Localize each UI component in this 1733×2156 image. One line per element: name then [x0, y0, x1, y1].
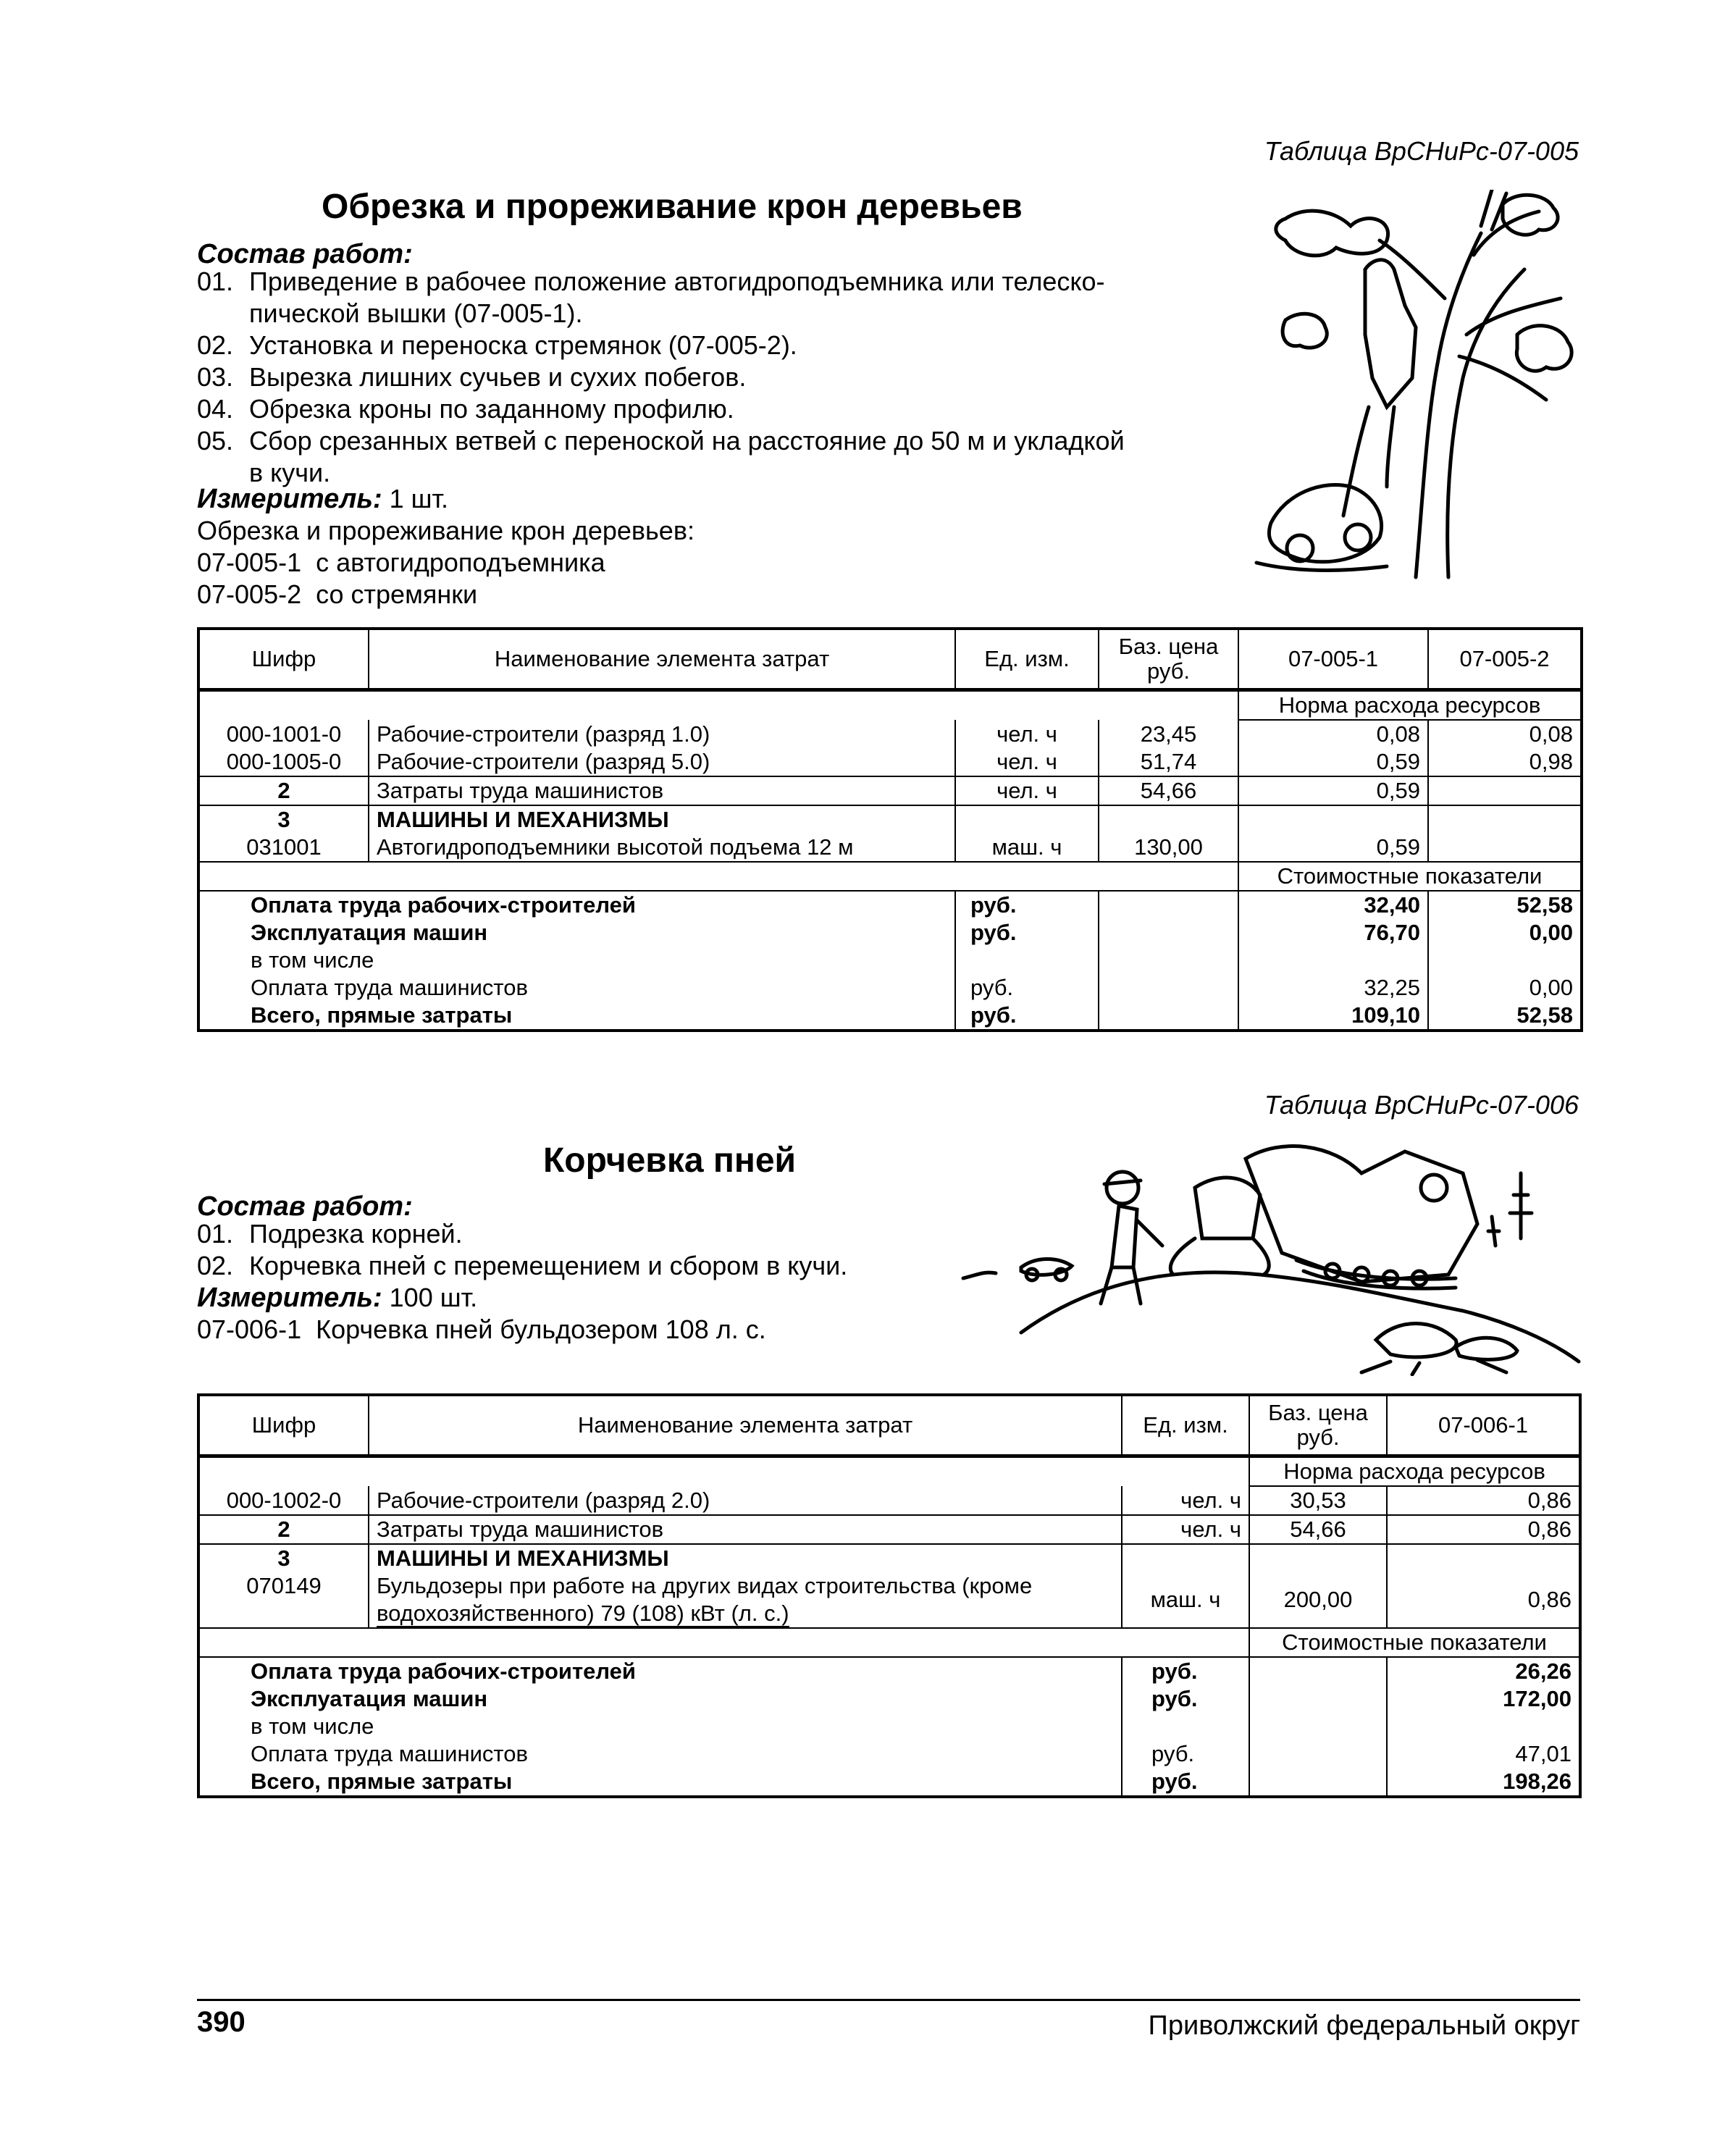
list-item: 01. Приведение в рабочее положение автогидроподъемника или телеско- — [197, 267, 1105, 296]
list-item: в кучи. — [249, 458, 331, 487]
col-header-unit: Ед. изм. — [1122, 1395, 1249, 1456]
section-desc-1: Обрезка и прореживание крон деревьев: — [197, 516, 695, 545]
table-row: 000-1001-0 Рабочие-строители (разряд 1.0) чел. ч 23,45 0,08 0,08 — [198, 720, 1582, 748]
table-row: 3 МАШИНЫ И МЕХАНИЗМЫ — [198, 805, 1582, 834]
list-item: пической вышки (07-005-1). — [249, 298, 583, 328]
table-row: в том числе — [198, 947, 1582, 974]
table-row: 2 Затраты труда машинистов чел. ч 54,66 0,86 — [198, 1515, 1580, 1544]
stump-removal-illustration — [956, 1130, 1586, 1376]
variant-07-005-2: 07-005-2 со стремянки — [197, 579, 478, 609]
section-title-stump-removal: Корчевка пней — [543, 1141, 797, 1180]
col-header-name: Наименование элемента затрат — [369, 1395, 1122, 1456]
composition-label-1: Состав работ: — [197, 239, 413, 269]
works-list-2 — [197, 1218, 847, 1282]
col-header-07-005-1: 07-005-1 — [1238, 629, 1428, 690]
table-row: 3 070149 МАШИНЫ И МЕХАНИЗМЫ Бульдозеры при работе на других видах строительства (кроме водохозяйственного) 79 (108) кВт (л. с.) маш. ч 200,00 0,86 — [198, 1544, 1580, 1628]
cost-label-1: Стоимостные показатели — [1238, 862, 1582, 891]
table-row: Всего, прямые затраты руб. 109,10 52,58 — [198, 1002, 1582, 1031]
col-header-unit: Ед. изм. — [955, 629, 1099, 690]
col-header-price: Баз. цена руб. — [1249, 1395, 1387, 1456]
list-item: 04. Обрезка кроны по заданному профилю. — [197, 394, 734, 424]
machine-name: МАШИНЫ И МЕХАНИЗМЫ Бульдозеры при работе на других видах строительства (кроме водохозяйственного) 79 (108) кВт (л. с.) — [369, 1544, 1122, 1628]
table-row: Оплата труда рабочих-строителей руб. 26,26 — [198, 1657, 1580, 1685]
table-caption-07-006: Таблица ВрСНиРс-07-006 — [1264, 1090, 1579, 1120]
footer-region: Приволжский федеральный округ — [1148, 2010, 1580, 2041]
tree-pruning-illustration — [1242, 190, 1582, 581]
footer-divider — [197, 1999, 1580, 2001]
measure-label: Измеритель: — [197, 1283, 382, 1313]
table-row: в том числе — [198, 1713, 1580, 1740]
works-list-1 — [197, 266, 1125, 489]
page-number: 390 — [197, 2006, 246, 2038]
list-item: 01. Подрезка корней. — [197, 1219, 463, 1249]
table-row: Оплата труда рабочих-строителей руб. 32,40 52,58 — [198, 891, 1582, 919]
table-row: 000-1005-0 Рабочие-строители (разряд 5.0) чел. ч 51,74 0,59 0,98 — [198, 748, 1582, 776]
machine-code: 3 070149 — [198, 1544, 369, 1628]
list-item: 03. Вырезка лишних сучьев и сухих побегов. — [197, 362, 747, 392]
list-item: 02. Установка и переноска стремянок (07-005-2). — [197, 330, 797, 360]
table-row: Эксплуатация машин руб. 76,70 0,00 — [198, 919, 1582, 947]
table-row: 000-1002-0 Рабочие-строители (разряд 2.0) чел. ч 30,53 0,86 — [198, 1486, 1580, 1515]
variant-07-006-1: 07-006-1 Корчевка пней бульдозером 108 л. с. — [197, 1314, 766, 1344]
measure-label: Измеритель: — [197, 484, 382, 514]
col-header-code: Шифр — [198, 629, 369, 690]
cost-label-2: Стоимостные показатели — [1249, 1628, 1580, 1657]
table-row: 031001 Автогидроподъемники высотой подъема 12 м маш. ч 130,00 0,59 — [198, 834, 1582, 862]
measure-line-1 — [197, 483, 448, 515]
resource-table-07-005 — [197, 627, 1583, 1032]
measure-line-2 — [197, 1282, 477, 1314]
measure-value: 100 шт. — [389, 1283, 478, 1312]
norm-label-1: Норма расхода ресурсов — [1238, 690, 1582, 721]
list-item: 02. Корчевка пней с перемещением и сбором в кучи. — [197, 1251, 848, 1280]
list-item: 05. Сбор срезанных ветвей с переноской на расстояние до 50 м и укладкой — [197, 426, 1125, 456]
variant-07-005-1: 07-005-1 с автогидроподъемника — [197, 548, 605, 577]
table-row: 2 Затраты труда машинистов чел. ч 54,66 0,59 — [198, 776, 1582, 805]
table-row: Эксплуатация машин руб. 172,00 — [198, 1685, 1580, 1713]
col-header-price: Баз. цена руб. — [1099, 629, 1238, 690]
section-title-crown-pruning: Обрезка и прореживание крон деревьев — [322, 188, 1023, 226]
col-header-code: Шифр — [198, 1395, 369, 1456]
composition-label-2: Состав работ: — [197, 1191, 413, 1222]
resource-table-07-006 — [197, 1393, 1582, 1798]
measure-value: 1 шт. — [389, 484, 449, 513]
table-row: Оплата труда машинистов руб. 32,25 0,00 — [198, 974, 1582, 1002]
col-header-07-005-2: 07-005-2 — [1428, 629, 1582, 690]
col-header-name: Наименование элемента затрат — [369, 629, 955, 690]
col-header-07-006-1: 07-006-1 — [1387, 1395, 1580, 1456]
table-row: Оплата труда машинистов руб. 47,01 — [198, 1740, 1580, 1768]
table-row: Всего, прямые затраты руб. 198,26 — [198, 1768, 1580, 1797]
norm-label-2: Норма расхода ресурсов — [1249, 1456, 1580, 1487]
table-caption-07-005: Таблица ВрСНиРс-07-005 — [1264, 136, 1579, 166]
